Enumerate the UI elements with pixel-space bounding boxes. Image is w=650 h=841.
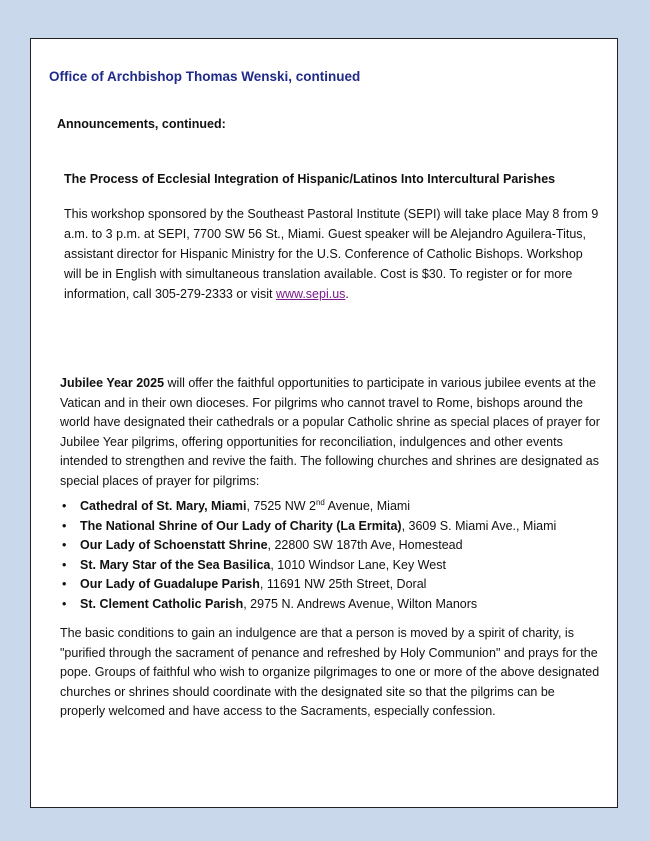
- workshop-body-text: This workshop sponsored by the Southeast Pastoral Institute (SEPI) will take place May 8 from 9 a.m. to 3 p.m. at SEPI, 7700 SW 56 St., Miami. Guest speaker will be Alejandro Aguilera-Titus, assistant director for Hispanic Ministry for the U.S. Conference of Catholic Bishops. Workshop will be in English with simultaneous translation available. Cost is $30. To register or for more information, call 305-279-2333 or visit: [64, 207, 599, 301]
- church-address-rest: Avenue, Miami: [324, 499, 411, 513]
- church-address: , 1010 Windsor Lane, Key West: [270, 557, 446, 572]
- jubilee-paragraph: [60, 374, 600, 491]
- church-name: St. Mary Star of the Sea Basilica: [80, 557, 271, 572]
- church-list: [60, 497, 600, 614]
- list-item: [60, 536, 600, 556]
- church-name: Our Lady of Schoenstatt Shrine: [80, 538, 268, 552]
- document-page: [30, 38, 618, 808]
- workshop-body: [64, 204, 599, 304]
- sepi-link[interactable]: www.sepi.us: [275, 287, 346, 301]
- list-item: [60, 497, 600, 517]
- office-title: Office of Archbishop Thomas Wenski, continued: [49, 69, 361, 84]
- church-address: , 7525 NW 2: [246, 499, 316, 513]
- bullet-icon: •: [62, 557, 67, 572]
- church-address: , 11691 NW 25th Street, Doral: [259, 577, 427, 591]
- church-name: The National Shrine of Our Lady of Charity (La Ermita): [80, 518, 402, 533]
- bullet-icon: •: [62, 538, 67, 552]
- church-name: St. Clement Catholic Parish: [80, 596, 244, 611]
- church-address-sup: nd: [315, 497, 325, 507]
- church-name: Cathedral of St. Mary, Miami: [80, 499, 247, 513]
- church-address: , 2975 N. Andrews Avenue, Wilton Manors: [243, 596, 478, 611]
- announcements-heading: Announcements, continued:: [57, 117, 226, 131]
- church-address: , 22800 SW 187th Ave, Homestead: [267, 538, 463, 552]
- church-name: Our Lady of Guadalupe Parish: [80, 577, 260, 591]
- bullet-icon: •: [62, 518, 67, 533]
- link-suffix: .: [345, 287, 349, 301]
- bullet-icon: •: [62, 577, 67, 591]
- list-item: [60, 595, 600, 615]
- jubilee-text: will offer the faithful opportunities to participate in various jubilee events at the Vatican and in their own dioceses. For pilgrims who cannot travel to Rome, bishops around the world have designated their cathedrals or a popular Catholic shrine as special places of prayer for Jubilee Year pilgrims, offering opportunities for reconciliation, indulgences and other events intended to strengthen and revive the faith. The following churches and shrines are designated as special places of prayer for pilgrims:: [60, 376, 600, 488]
- list-item: [60, 517, 600, 537]
- list-item: [60, 556, 600, 576]
- jubilee-lead: Jubilee Year 2025: [60, 376, 165, 390]
- bullet-icon: •: [62, 596, 67, 611]
- conditions-paragraph: The basic conditions to gain an indulgence are that a person is moved by a spirit of charity, is "purified through the sacrament of penance and refreshed by Holy Communion" and prays for the pope. Groups of faithful who wish to organize pilgrimages to one or more of the above designated churches or shrines should coordinate with the designated site so that the pilgrims can be properly welcomed and have access to the Sacraments, especially confession.: [60, 626, 600, 718]
- workshop-title: The Process of Ecclesial Integration of Hispanic/Latinos Into Intercultural Parishes: [64, 172, 556, 186]
- bullet-icon: •: [62, 499, 67, 513]
- list-item: [60, 575, 600, 595]
- church-address: , 3609 S. Miami Ave., Miami: [401, 518, 557, 533]
